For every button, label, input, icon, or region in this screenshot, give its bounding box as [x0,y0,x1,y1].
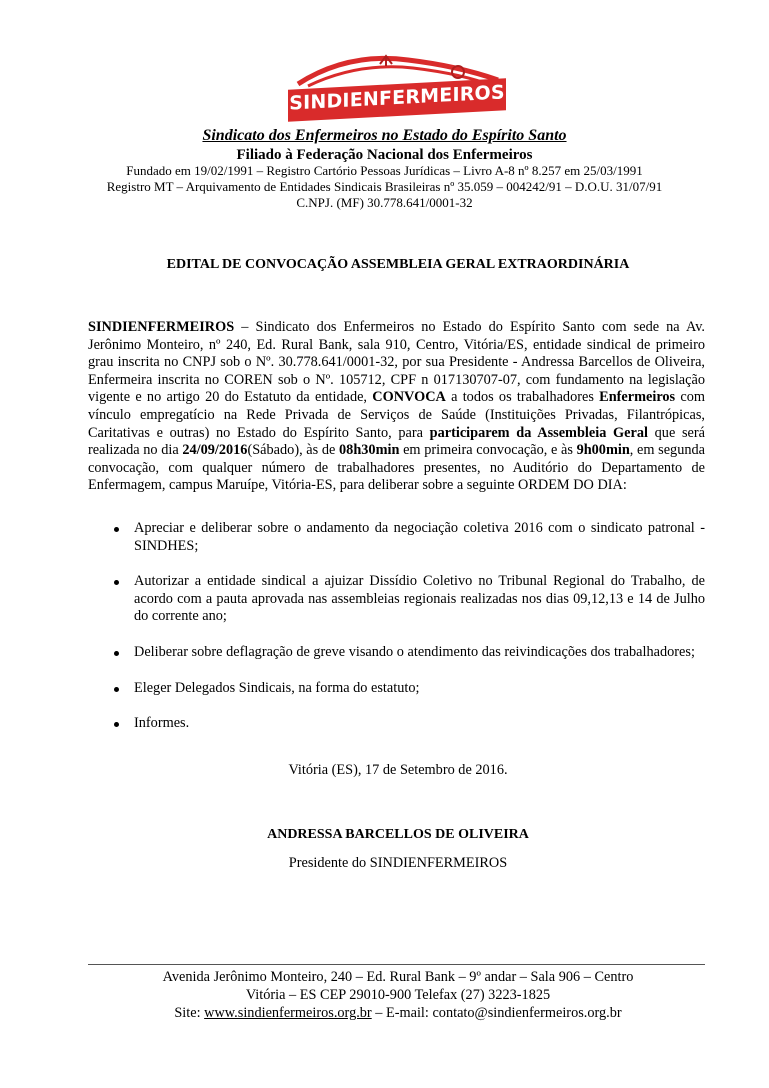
registry-line-1: Fundado em 19/02/1991 – Registro Cartório Pessoas Jurídicas – Livro A-8 nº 8.257 em 25/03/1991 [126,163,643,178]
p-strong-3: Enfermeiros [599,389,676,406]
agenda-item [88,644,705,662]
p-text-4: que será realizada no dia [88,424,705,459]
p-strong-2: CONVOCA [372,389,446,406]
convocation-paragraph [88,319,705,495]
p-text-7: , em segunda convocação, com qualquer número de trabalhadores presentes, no Auditório do Departamento de Enfermagem, campus Maruípe, Vitória-ES, para deliberar sobre a seguinte ORDEM DO DIA: [88,442,705,494]
signatory-role: Presidente do SINDIENFERMEIROS [288,855,508,871]
registry-line-2: Registro MT – Arquivamento de Entidades Sindicais Brasileiras nº 35.059 – 004242/91 – D.O.U. 31/07/91 [106,179,663,194]
p-text-2: a todos os trabalhadores [445,389,600,406]
p-text-1: – Sindicato dos Enfermeiros no Estado do Espírito Santo com sede na Av. Jerônimo Monteiro, nº 240, Ed. Rural Bank, sala 910, Centro, Vitória/ES, entidade sindical de primeiro grau inscrita no CNPJ sob o Nº. 30.778.641/0001-32, por sua Presidente - Andressa Barcellos de Oliveira, Enfermeira inscrita no COREN sob o Nº. 105712, CPF n 017130707-07, com fundamento na legislação vigente e no artigo 20 do Estatuto da entidade, [88,319,705,406]
p-strong-6: 08h30min [339,442,400,459]
document-date: Vitória (ES), 17 de Setembro de 2016. [288,762,508,778]
union-affiliation: Filiado à Federação Nacional dos Enfermeiros [236,147,533,163]
bullet-icon [114,527,119,532]
p-strong-1: SINDIENFERMEIROS [88,319,235,335]
signatory-name: ANDRESSA BARCELLOS DE OLIVEIRA [267,827,529,842]
agenda-item-text: Eleger Delegados Sindicais, na forma do estatuto; [134,679,420,696]
agenda-item-text: Apreciar e deliberar sobre o andamento da negociação coletiva 2016 com o sindicato patronal - SINDHES; [134,520,705,554]
p-text-6: em primeira convocação, e às [399,442,577,459]
agenda-item-text: Informes. [134,715,190,732]
agenda-item [88,680,705,698]
union-name: Sindicato dos Enfermeiros no Estado do Espírito Santo [202,127,567,144]
document-title: EDITAL DE CONVOCAÇÃO ASSEMBLEIA GERAL EXTRAORDINÁRIA [166,257,630,272]
footer-city: Vitória – ES CEP 29010-900 Telefax (27) 3223-1825 [245,987,551,1003]
agenda-item-text: Autorizar a entidade sindical a ajuizar Dissídio Coletivo no Tribunal Regional do Trabalho, de acordo com a pauta aprovada nas assembleias regionais realizadas nos dias 09,12,13 e 14 de Julho do corrente ano; [134,573,705,625]
site-link[interactable]: www.sindienfermeiros.org.br [204,1005,372,1021]
p-strong-7: 9h00min [576,442,630,459]
agenda-item [88,715,705,733]
email-text: – E-mail: contato@sindienfermeiros.org.br [371,1005,622,1021]
bullet-icon [114,580,119,585]
p-text-5: (Sábado), às de [247,442,340,459]
footer-divider [88,964,705,965]
site-label: Site: [174,1005,205,1021]
bullet-icon [114,722,119,727]
p-strong-4: participarem da Assembleia Geral [429,424,648,441]
logo-text: SINDIENFERMEIROS [289,81,505,115]
cnpj-line: C.NPJ. (MF) 30.778.641/0001-32 [296,195,473,210]
bullet-icon [114,687,119,692]
footer-address: Avenida Jerônimo Monteiro, 240 – Ed. Rural Bank – 9º andar – Sala 906 – Centro [162,969,634,985]
p-strong-5: 24/09/2016 [182,442,248,459]
p-text-3: com vínculo empregatício na Rede Privada de Serviços de Saúde (Instituições Privadas, Filantrópicas, Caritativas e outras) no Estado do Espírito Santo, para [88,389,705,441]
bullet-icon [114,651,119,656]
union-logo [288,50,506,120]
agenda-item-text: Deliberar sobre deflagração de greve visando o atendimento das reivindicações dos trabalhadores; [134,643,695,660]
agenda-item [88,520,705,555]
agenda-item [88,573,705,626]
agenda-list [88,520,705,751]
footer-contact [0,1005,769,1022]
